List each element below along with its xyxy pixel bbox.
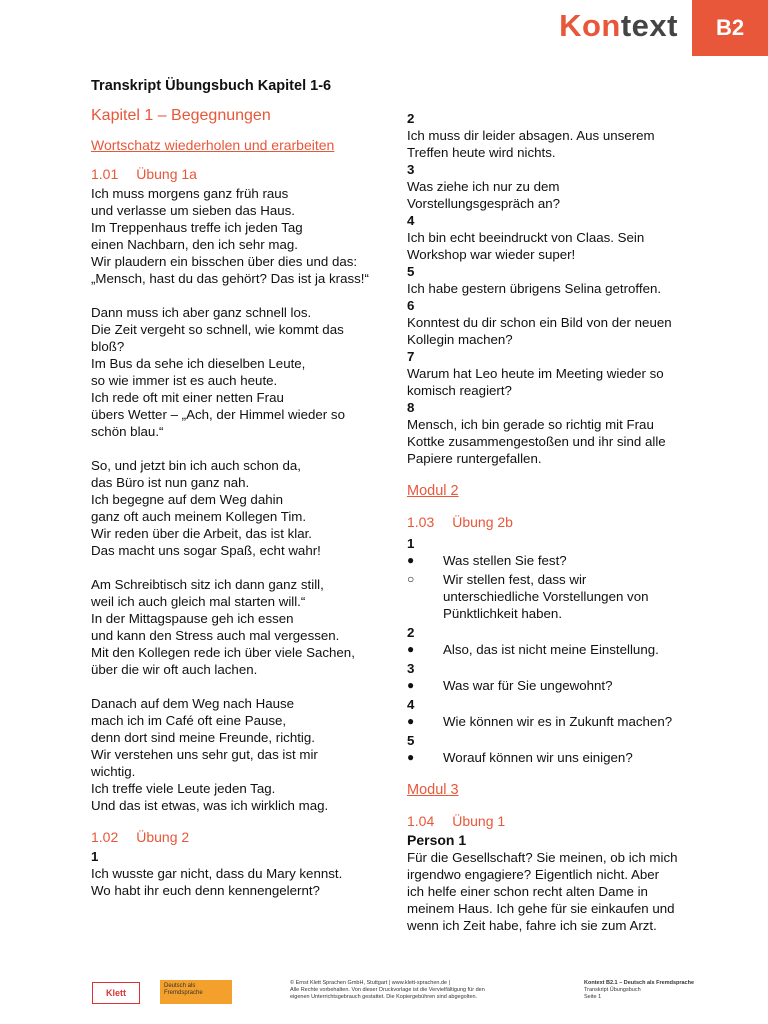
chapter-heading: Kapitel 1 – Begegnungen	[91, 107, 271, 124]
modul-3-heading: Modul 3	[407, 782, 459, 798]
hollow-bullet-icon: ○	[407, 572, 415, 586]
poem-line: Am Schreibtisch sitz ich dann ganz still,	[91, 577, 324, 592]
daf-logo: Deutsch als Fremdsprache	[160, 980, 232, 1004]
person-label: Person 1	[407, 832, 467, 848]
level-badge: B2	[692, 0, 768, 56]
footer-line: eigenen Unterrichtsgebrauch gestattet. Die Kopiergebühren sind abgegolten.	[290, 994, 478, 1000]
poem-stanza	[91, 457, 391, 559]
item-number: 4	[407, 213, 415, 228]
exercise-heading-1-02: 1.02 Übung 2	[91, 829, 190, 845]
poem-line: Ich muss morgens ganz früh raus	[91, 186, 289, 201]
item-line: Was ziehe ich nur zu dem	[407, 179, 560, 194]
poem-line: einen Nachbarn, den ich sehr mag.	[91, 237, 298, 252]
item-line: Workshop war wieder super!	[407, 247, 576, 262]
poem-line: mach ich im Café oft eine Pause,	[91, 713, 287, 728]
item-number: 7	[407, 349, 415, 364]
dialogue-text	[443, 677, 697, 694]
item-line: komisch reagiert?	[407, 383, 512, 398]
poem-line: Ich rede oft mit einer netten Frau	[91, 390, 284, 405]
poem-line: übers Wetter – „Ach, der Himmel wieder so	[91, 407, 345, 422]
exercise-heading-1-03: 1.03 Übung 2b	[407, 514, 513, 530]
klett-logo: Klett	[92, 982, 140, 1004]
dialogue-text-line: Wie können wir es in Zukunft machen?	[443, 714, 673, 729]
poem-line: In der Mittagspause geh ich essen	[91, 611, 294, 626]
poem-line: schön blau.“	[91, 424, 164, 439]
footer-source	[584, 980, 734, 1001]
poem-line: das Büro ist nun ganz nah.	[91, 475, 250, 490]
item-line: Konntest du dir schon ein Bild von der neuen	[407, 315, 672, 330]
poem-line: wichtig.	[91, 764, 136, 779]
poem-line: Das macht uns sogar Spaß, echt wahr!	[91, 543, 321, 558]
poem-line: Und das ist etwas, was ich wirklich mag.	[91, 798, 329, 813]
item-number: 2	[407, 625, 415, 640]
item-line: Papiere runtergefallen.	[407, 451, 542, 466]
poem-line: und kann den Stress auch mal vergessen.	[91, 628, 340, 643]
filled-bullet-icon: ●	[407, 714, 415, 728]
poem-line: „Mensch, hast du das gehört? Das ist ja krass!“	[91, 271, 369, 286]
dialogue-line	[407, 749, 697, 766]
poem-line: ganz oft auch meinem Kollegen Tim.	[91, 509, 307, 524]
poem-line: Im Bus da sehe ich dieselben Leute,	[91, 356, 306, 371]
item-line: Wo habt ihr euch denn kennengelernt?	[91, 883, 320, 898]
exercise-heading-1-01: 1.01 Übung 1a	[91, 166, 197, 182]
poem-line: Dann muss ich aber ganz schnell los.	[91, 305, 312, 320]
footer-copyright	[290, 980, 520, 1001]
poem	[91, 185, 391, 814]
kontext-logo	[559, 0, 768, 56]
person-text-line: irgendwo engagiere? Eigentlich nicht. Aber	[407, 867, 660, 882]
filled-bullet-icon: ●	[407, 750, 415, 764]
exercise-1-02-items-right	[407, 110, 697, 467]
dialogue-text	[443, 713, 697, 730]
person-text-line: Für die Gesellschaft? Sie meinen, ob ich mich	[407, 850, 678, 865]
right-column	[407, 110, 697, 934]
footer	[0, 976, 768, 1016]
dialogue-text	[443, 552, 697, 569]
poem-line: denn dort sind meine Freunde, richtig.	[91, 730, 315, 745]
exercise-heading-1-04: 1.04 Übung 1	[407, 813, 506, 829]
dialogue-text-line: unterschiedliche Vorstellungen von	[443, 589, 649, 604]
poem-line: über die wir oft auch lachen.	[91, 662, 258, 677]
poem-stanza	[91, 576, 391, 678]
filled-bullet-icon: ●	[407, 553, 415, 567]
dialogue-text-line: Wir stellen fest, dass wir	[443, 572, 587, 587]
dialogue-text	[443, 749, 697, 766]
poem-line: und verlasse um sieben das Haus.	[91, 203, 295, 218]
dialogue-line	[407, 713, 697, 730]
item-number: 6	[407, 298, 415, 313]
filled-bullet-icon: ●	[407, 678, 415, 692]
item-number: 3	[407, 661, 415, 676]
dialogue-text	[443, 641, 697, 658]
person-1-text	[407, 849, 697, 934]
filled-bullet-icon: ●	[407, 642, 415, 656]
poem-line: Wir reden über die Arbeit, das ist klar.	[91, 526, 312, 541]
item-number: 5	[407, 264, 415, 279]
exercise-1-02-items-left	[91, 848, 391, 899]
poem-line: Wir verstehen uns sehr gut, das ist mir	[91, 747, 318, 762]
item-line: Vorstellungsgespräch an?	[407, 196, 561, 211]
dialogue-text-line: Worauf können wir uns einigen?	[443, 750, 633, 765]
person-text-line: meinem Haus. Ich gehe für sie einkaufen und	[407, 901, 675, 916]
poem-line: Ich begegne auf dem Weg dahin	[91, 492, 283, 507]
section-subheading: Wortschatz wiederholen und erarbeiten	[91, 137, 335, 153]
item-line: Treffen heute wird nichts.	[407, 145, 556, 160]
poem-line: Ich treffe viele Leute jeden Tag.	[91, 781, 276, 796]
poem-line: bloß?	[91, 339, 125, 354]
footer-line: Alle Rechte vorbehalten. Von dieser Druckvorlage ist die Vervielfältigung für den	[290, 987, 485, 993]
page-title: Transkript Übungsbuch Kapitel 1-6	[91, 78, 332, 94]
logo-kon: Kon	[559, 8, 621, 43]
dialogue-text-line: Was stellen Sie fest?	[443, 553, 567, 568]
item-number: 8	[407, 400, 415, 415]
item-line: Mensch, ich bin gerade so richtig mit Frau	[407, 417, 654, 432]
poem-line: Die Zeit vergeht so schnell, wie kommt das	[91, 322, 344, 337]
footer-line: © Ernst Klett Sprachen GmbH, Stuttgart | www.klett-sprachen.de |	[290, 980, 451, 986]
item-number: 3	[407, 162, 415, 177]
poem-stanza	[91, 304, 391, 440]
dialogue-line	[407, 571, 697, 622]
item-line: Warum hat Leo heute im Meeting wieder so	[407, 366, 664, 381]
item-line: Ich muss dir leider absagen. Aus unserem	[407, 128, 655, 143]
person-text-line: wenn ich Zeit habe, fahre ich sie zum Arzt.	[407, 918, 657, 933]
dialogue-text-line: Pünktlichkeit haben.	[443, 606, 563, 621]
poem-line: Wir plaudern ein bisschen über dies und das:	[91, 254, 358, 269]
dialogue-line	[407, 677, 697, 694]
footer-book-title: Kontext B2.1 – Deutsch als Fremdsprache	[584, 980, 695, 986]
item-line: Kottke zusammengestoßen und ihr sind alle	[407, 434, 666, 449]
item-number: 5	[407, 733, 415, 748]
poem-stanza	[91, 185, 391, 287]
dialogue-line	[407, 552, 697, 569]
poem-line: so wie immer ist es auch heute.	[91, 373, 278, 388]
poem-line: Im Treppenhaus treffe ich jeden Tag	[91, 220, 303, 235]
left-column	[91, 78, 391, 899]
poem-line: So, und jetzt bin ich auch schon da,	[91, 458, 301, 473]
item-line: Ich bin echt beeindruckt von Claas. Sein	[407, 230, 645, 245]
dialogue-text	[443, 571, 697, 622]
poem-line: Mit den Kollegen rede ich über viele Sachen,	[91, 645, 355, 660]
poem-stanza	[91, 695, 391, 814]
poem-line: Danach auf dem Weg nach Hause	[91, 696, 295, 711]
dialogue-line	[407, 641, 697, 658]
logo-text: text	[620, 8, 678, 43]
dialogue-text-line: Was war für Sie ungewohnt?	[443, 678, 613, 693]
poem-line: weil ich auch gleich mal starten will.“	[91, 594, 306, 609]
dialogue-text-line: Also, das ist nicht meine Einstellung.	[443, 642, 659, 657]
item-number: 1	[91, 849, 99, 864]
person-text-line: ich helfe einer schon recht alten Dame in	[407, 884, 648, 899]
item-number: 4	[407, 697, 415, 712]
footer-line: Transkript Übungsbuch	[584, 987, 641, 993]
modul-2-heading: Modul 2	[407, 483, 459, 499]
item-line: Ich habe gestern übrigens Selina getroffen.	[407, 281, 662, 296]
item-line: Ich wusste gar nicht, dass du Mary kennst.	[91, 866, 343, 881]
exercise-1-03-items	[407, 535, 697, 766]
item-number: 2	[407, 111, 415, 126]
footer-line: Seite 1	[584, 994, 602, 1000]
item-line: Kollegin machen?	[407, 332, 513, 347]
item-number: 1	[407, 536, 415, 551]
